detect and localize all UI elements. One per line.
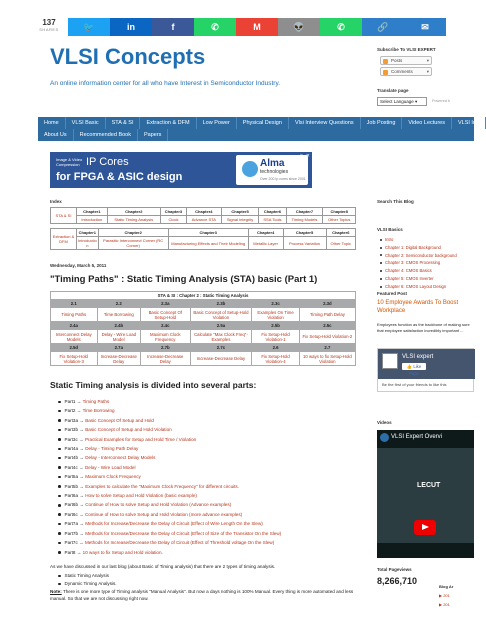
basics-item[interactable] xyxy=(380,252,457,260)
arrow-icon: → xyxy=(77,464,85,470)
basics-item[interactable] xyxy=(380,259,457,267)
nav-row-1 xyxy=(38,117,486,129)
share-count-label: SHARES xyxy=(39,27,59,32)
whatsapp-share-button-2[interactable] xyxy=(320,18,362,36)
main-nav xyxy=(38,117,480,141)
arrow-icon: → xyxy=(78,417,86,423)
bullet-icon xyxy=(380,262,382,264)
list-item xyxy=(58,425,281,434)
fb-avatar[interactable] xyxy=(382,353,398,369)
video-player[interactable] xyxy=(377,430,474,558)
basics-item[interactable] xyxy=(380,275,457,283)
ad-line-1 xyxy=(56,157,82,167)
bullet-icon xyxy=(58,575,61,578)
bullet-icon xyxy=(380,286,382,288)
list-item xyxy=(58,472,281,481)
sta-cell-num: 2.3b xyxy=(190,300,252,308)
sta-cell-link[interactable]: Timing Path Delay xyxy=(299,308,355,322)
rss-icon xyxy=(383,59,388,64)
language-select-value: Select Language xyxy=(380,99,414,104)
ad-close-icon[interactable]: ▷ ✕ xyxy=(300,153,310,159)
featured-post-snippet: Employees function as the backbone of making sure that employee satisfaction incredibly important ... xyxy=(377,322,470,333)
subscribe-heading: Subscribe To VLSI EXPERT xyxy=(377,47,436,52)
part-link[interactable]: Continue of How to solve Setup and Hold Violation (more advance examples) xyxy=(84,511,243,517)
ad-line-1b: Compression xyxy=(56,162,80,167)
basics-item-label: Chapter 5: CMOS Inverter xyxy=(385,275,434,281)
total-pageviews-value: 8,266,710 xyxy=(377,576,418,586)
sta-cell-link[interactable]: Fix Setup-Hold Violation-2 xyxy=(299,330,355,344)
bullet-icon xyxy=(58,542,61,545)
sta-cell-num: 2.4c xyxy=(141,322,190,330)
part-number: Part4c xyxy=(64,464,78,470)
sta-cell-num: 2.3c xyxy=(252,300,299,308)
arrow-icon: → xyxy=(78,493,86,499)
part-link[interactable]: Methods for Increase/Decrease the Delay of Circuit (Effect of Threshold voltage On the Slew) xyxy=(84,540,275,546)
part-number: Part7b xyxy=(64,530,79,536)
post-title[interactable]: "Timing Paths" : Static Timing Analysis (STA) basic (Part 1) xyxy=(50,274,318,285)
basics-list xyxy=(380,236,457,291)
index-chapter: Chapter5 xyxy=(221,208,259,216)
list-item xyxy=(58,572,117,580)
arrow-icon: → xyxy=(77,511,85,517)
blog-archive-heading: Blog Ar xyxy=(439,584,454,589)
paragraph-types-intro: As we have discussed in our last blog (about Basic of Timing analysis) that there are 2 types of timing analysis. xyxy=(50,564,276,569)
bullet-icon xyxy=(58,476,61,479)
nav-item-papers[interactable]: Papers xyxy=(138,129,168,141)
basics-item[interactable] xyxy=(380,236,457,244)
part-number: Part7c xyxy=(64,540,78,546)
nav-item-job-posting[interactable]: Job Posting xyxy=(361,117,403,129)
bullet-icon xyxy=(58,457,61,460)
nav-item-vlsi-ind[interactable]: VLSI Ind xyxy=(452,117,486,129)
index-chapter: Chapter4 xyxy=(186,208,221,216)
list-item xyxy=(58,463,281,472)
search-heading: Search This Blog xyxy=(377,199,414,204)
arrow-icon: → xyxy=(75,399,83,404)
index-chapter: Chapter1 xyxy=(77,208,108,216)
type-static: Static Timing Analysis xyxy=(64,573,109,578)
sta-cell-num: 2.4b xyxy=(97,322,141,330)
part-link[interactable]: Methods for Increase/Decrease the Delay of Circuit (Effect of Wire Length On the Slew) xyxy=(85,521,263,527)
bullet-icon xyxy=(58,448,61,451)
basics-heading: VLSI Basics xyxy=(377,227,403,232)
ad-ipcores: IP Cores xyxy=(86,156,129,168)
part-number: Part5b xyxy=(64,483,79,489)
list-item xyxy=(58,453,281,462)
part-number: Part6a xyxy=(64,493,79,499)
share-count-value: 137 xyxy=(42,18,56,27)
sta-cell-link[interactable]: Basic Concept Of Setup-Hold xyxy=(141,308,190,322)
arrow-icon: → xyxy=(78,455,86,461)
post-date: Wednesday, March 5, 2011 xyxy=(50,263,107,268)
basics-item-label: Intro xyxy=(385,237,394,242)
types-list xyxy=(58,572,117,588)
banner-ad[interactable] xyxy=(50,152,312,188)
content-subheading: Static Timing analysis is divided into several parts: xyxy=(50,380,257,390)
translate-heading: Translate page xyxy=(377,88,409,93)
whatsapp-icon: ✆ xyxy=(211,21,219,32)
index-topic-link[interactable]: Static Timing Analysis xyxy=(107,216,160,224)
sta-cell-num: 2.7 xyxy=(299,344,355,352)
index-chapter: Chapter3 xyxy=(168,229,248,237)
bullet-icon xyxy=(58,401,61,404)
featured-heading: Featured Post xyxy=(377,291,408,296)
bullet-icon xyxy=(58,504,61,507)
ad-brand: Alma xyxy=(260,158,285,169)
alma-logo-icon xyxy=(242,161,258,177)
sta-cell-num: 2.2 xyxy=(97,300,141,308)
gmail-icon: M xyxy=(253,22,261,32)
part-link[interactable]: Continue of How to solve Setup and Hold Violation (Advance examples) xyxy=(85,502,232,508)
index-topic-link[interactable]: Parasitic Interconnect Corner (RC Corner) xyxy=(98,237,168,250)
arrow-icon: → xyxy=(77,436,85,442)
list-item xyxy=(58,491,281,500)
twitter-share-button[interactable] xyxy=(68,18,110,36)
ad-brand-tag: Over 200 Ip cores since 2001 xyxy=(260,177,306,181)
video-scene-text: LECUT xyxy=(417,482,441,489)
facebook-share-button[interactable] xyxy=(152,18,194,36)
part-link[interactable]: Practical Examples for Setup and Hold Time / Violation xyxy=(84,436,197,442)
bullet-icon xyxy=(58,485,61,488)
basics-item-label: Chapter 3: CMOS Processing xyxy=(385,260,441,266)
index-chapter: Chapter3 xyxy=(160,208,186,216)
index-chapter: Chapter6 xyxy=(259,208,286,216)
whatsapp-icon: ✆ xyxy=(337,21,345,32)
index-topic-link[interactable]: Advance STA xyxy=(186,216,221,224)
fb-page-name[interactable]: VLSI expert xyxy=(402,354,434,360)
subscribe-comments-label: Comments xyxy=(391,69,413,74)
facebook-page-widget xyxy=(377,348,474,392)
sta-cell-num: 2.7a xyxy=(97,344,141,352)
fb-friends-text: Be the first of your friends to like this xyxy=(382,382,447,387)
note-text: There is one more type of Timing analysis "Manual Analysis". But now a days nothing is 100% Manual. Every thing is more automated and less manual. So that we are not discussing right now. xyxy=(50,589,354,601)
nav-item-extraction-dfm[interactable]: Extraction & DFM xyxy=(140,117,196,129)
index-chapter: Chapter5 xyxy=(283,229,326,237)
sta-cell-link[interactable]: Increase-Decrease Delay xyxy=(190,352,252,366)
sta-cell-link[interactable]: Delay - Wire Load Model xyxy=(97,330,141,344)
index-row-label[interactable]: Extraction & DFM xyxy=(51,229,77,250)
sta-cell-num: 2.5b xyxy=(252,322,299,330)
index-chapter: Chapter8 xyxy=(323,208,356,216)
bullet-icon xyxy=(58,419,61,422)
part-link[interactable]: Examples to calculate the "Maximum Clock Frequency" for different circuits. xyxy=(85,483,240,489)
part-link[interactable]: Delay - Timing Path Delay xyxy=(85,446,139,452)
nav-item-low-power[interactable]: Low Power xyxy=(197,117,237,129)
email-icon: ✉ xyxy=(421,21,429,32)
sta-cell-link[interactable]: Interconnect Delay Models xyxy=(51,330,98,344)
sta-cell-link[interactable]: Basic Concept of Setup-Hold Violation xyxy=(190,308,252,322)
part-link[interactable]: Methods for Increase/Decrease the Delay of Circuit (Effect of Size of the Transistor On the Slew) xyxy=(85,530,282,536)
bullet-icon xyxy=(58,523,61,526)
video-title[interactable]: VLSI Expert Overvi xyxy=(391,434,443,440)
arrow-icon: → xyxy=(78,427,86,433)
list-item xyxy=(58,500,281,509)
facebook-icon: f xyxy=(171,22,175,32)
basics-item-label: Chapter 6: CMOS Layout Design xyxy=(385,283,447,289)
sta-cell-num: 2.5c xyxy=(299,322,355,330)
index-chapter: Chapter2 xyxy=(98,229,168,237)
copy-link-button[interactable] xyxy=(362,18,404,36)
sta-chapter-table xyxy=(50,291,356,366)
list-item xyxy=(58,548,281,557)
part-link[interactable]: Delay - Interconnect Delay Models xyxy=(85,455,156,461)
bullet-icon xyxy=(380,239,382,241)
list-item xyxy=(58,510,281,519)
bullet-icon xyxy=(58,532,61,535)
gmail-share-button[interactable] xyxy=(236,18,278,36)
list-item xyxy=(58,444,281,453)
language-select[interactable]: Select Language ▾ xyxy=(377,97,427,106)
parts-list xyxy=(58,397,281,557)
index-topic-link[interactable]: Introductio n xyxy=(78,238,97,248)
chevron-down-icon: ▾ xyxy=(426,69,429,74)
part-link[interactable]: Time Borrowing xyxy=(82,408,115,414)
reddit-share-button[interactable] xyxy=(278,18,320,36)
index-chapter: Chapter4 xyxy=(248,229,283,237)
part-number: Part6c xyxy=(64,511,78,517)
sta-cell-num: 2.4a xyxy=(51,322,98,330)
index-topic-link[interactable]: Metallic Layer xyxy=(248,237,283,250)
arrow-icon: → xyxy=(75,408,83,414)
ad-line-1a: Image & Video xyxy=(56,157,83,162)
email-share-button[interactable] xyxy=(404,18,446,36)
part-number: Part1 xyxy=(64,399,76,404)
nav-item-physical-design[interactable]: Physical Design xyxy=(237,117,289,129)
site-title[interactable]: VLSI Concepts xyxy=(50,44,206,69)
list-item xyxy=(58,580,117,588)
part-number: Part3a xyxy=(64,417,79,423)
list-item xyxy=(58,482,281,491)
nav-item-interview-questions[interactable]: Vlsi Interview Questions xyxy=(289,117,361,129)
list-item xyxy=(58,538,281,547)
arrow-icon: → xyxy=(78,521,86,527)
bullet-icon xyxy=(380,247,382,249)
part-number: Part3b xyxy=(64,427,79,433)
nav-item-sta-si[interactable]: STA & SI xyxy=(106,117,141,129)
share-count xyxy=(30,18,68,32)
part-number: Part4a xyxy=(64,446,79,452)
bullet-icon xyxy=(380,254,382,256)
list-item xyxy=(58,529,281,538)
link-icon: 🔗 xyxy=(377,21,389,32)
nav-item-about-us[interactable]: About Us xyxy=(38,129,74,141)
sta-cell-link[interactable]: Examples On Time Violation xyxy=(252,308,299,322)
index-row-label[interactable]: STA & SI xyxy=(51,208,77,224)
nav-item-video-lectures[interactable]: Video Lectures xyxy=(402,117,452,129)
bullet-icon xyxy=(380,278,382,280)
basics-item[interactable] xyxy=(380,283,457,291)
rss-icon xyxy=(383,70,388,75)
subscribe-comments-dropdown[interactable] xyxy=(380,67,432,76)
bullet-icon xyxy=(58,410,61,413)
subscribe-posts-label: Posts xyxy=(391,58,403,63)
bullet-icon xyxy=(58,466,61,469)
reddit-icon: 👽 xyxy=(293,21,305,32)
list-item xyxy=(58,435,281,444)
site-description: An online information center for all who have Interest in Semiconductor Industry. xyxy=(50,80,281,87)
whatsapp-share-button[interactable] xyxy=(194,18,236,36)
part-number: Part3c xyxy=(64,436,78,442)
sta-cell-num: 2.3d xyxy=(299,300,355,308)
sta-cell-link[interactable]: Fix Setup-Hold Violation-3 xyxy=(51,352,98,366)
arrow-icon: → xyxy=(78,446,86,452)
list-item xyxy=(58,406,281,415)
sta-cell-link[interactable]: Timing Paths xyxy=(51,308,98,322)
sta-cell-num: 2.5a xyxy=(190,322,252,330)
sta-cell-link[interactable]: Calculate "Max Clock Freq"- Examples xyxy=(190,330,252,344)
arrow-icon: → xyxy=(78,530,86,536)
ad-brand-sub: technologies xyxy=(260,169,289,175)
part-link[interactable]: 10 ways to fix Setup and Hold violation. xyxy=(82,549,163,555)
part-number: Part8 xyxy=(64,549,76,555)
basics-item-label: Chapter 4: CMOS Basics xyxy=(385,268,432,274)
chevron-down-icon: ▾ xyxy=(426,58,429,63)
sta-cell-link[interactable]: Maximum Clock Frequency xyxy=(141,330,190,344)
subscribe-posts-dropdown[interactable] xyxy=(380,56,432,65)
sta-cell-link[interactable]: Time Borrowing xyxy=(97,308,141,322)
note-paragraph xyxy=(50,589,360,602)
list-item xyxy=(58,397,281,406)
index-chapter: Chapter2 xyxy=(107,208,160,216)
arrow-icon: → xyxy=(78,483,86,489)
index-chapter: Chapter6 xyxy=(326,229,356,237)
note-label: Note: xyxy=(50,589,62,594)
ad-brand-box xyxy=(236,155,308,185)
linkedin-share-button[interactable] xyxy=(110,18,152,36)
index-topic-link[interactable]: Introduction xyxy=(77,216,108,224)
sta-cell-num: 2.7b xyxy=(141,344,190,352)
arrow-icon: → xyxy=(78,502,86,508)
play-icon[interactable] xyxy=(414,520,436,535)
sta-cell-link[interactable]: Increase-Decrease Delay xyxy=(141,352,190,366)
featured-post-title[interactable]: 10 Employee Awards To Boost Workplace xyxy=(377,300,459,314)
nav-row-2 xyxy=(38,129,168,141)
linkedin-icon: in xyxy=(127,22,135,32)
part-link[interactable]: Maximum Clock Frequency xyxy=(85,474,141,480)
sta-cell-link[interactable]: Fix Setup-Hold Violation-1 xyxy=(252,330,299,344)
list-item xyxy=(58,416,281,425)
part-link[interactable]: Delay - Wire Load Model xyxy=(84,464,136,470)
index-label: Index xyxy=(50,199,62,204)
index-table-dfm xyxy=(50,228,356,250)
sta-cell-num: 2.7c xyxy=(190,344,252,352)
index-topic-link[interactable]: Process Variation xyxy=(283,237,326,250)
sta-cell-num: 2.5d xyxy=(51,344,98,352)
index-topic-link[interactable]: SSA Tools xyxy=(259,216,286,224)
part-number: Part7a xyxy=(64,521,79,527)
nav-item-vlsi-basic[interactable]: VLSI Basic xyxy=(66,117,106,129)
index-table-sta xyxy=(50,207,356,224)
archive-item[interactable]: ▶ 201 xyxy=(439,593,450,598)
part-number: Part5a xyxy=(64,474,79,480)
bullet-icon xyxy=(380,270,382,272)
total-pageviews-heading: Total Pageviews xyxy=(377,567,412,572)
basics-item[interactable] xyxy=(380,244,457,252)
part-link[interactable]: Basic Concept Of Setup and Hold xyxy=(85,417,154,423)
sta-cell-num: 2.6 xyxy=(252,344,299,352)
sta-cell-link[interactable]: Fix Setup-Hold Violation-4 xyxy=(252,352,299,366)
bullet-icon xyxy=(58,495,61,498)
index-topic-link[interactable]: Signal Integrity xyxy=(221,216,259,224)
index-topic-link[interactable]: Timing Models xyxy=(286,216,323,224)
basics-item-label: Chapter 2: Semiconductor background xyxy=(385,252,457,258)
arrow-icon: → xyxy=(78,474,86,480)
fb-like-button[interactable]: 👍 Like Page xyxy=(402,363,426,370)
part-number: Part4b xyxy=(64,455,79,461)
index-topic-link[interactable]: Other Topic xyxy=(326,237,356,250)
arrow-icon: → xyxy=(77,540,85,546)
index-chapter: Chapter7 xyxy=(286,208,323,216)
part-link[interactable]: How to solve Setup and Hold Violation (basic example) xyxy=(85,493,197,499)
sta-cell-link[interactable]: 10 ways to fix Setup-Hold Violation xyxy=(299,352,355,366)
part-number: Part2 xyxy=(64,408,76,414)
arrow-icon: → xyxy=(75,549,83,555)
share-bar xyxy=(0,18,474,38)
type-dynamic: Dynamic Timing Analysis. xyxy=(64,581,117,586)
part-link[interactable]: Basic Concept of Setup and Hold Violation xyxy=(85,427,172,433)
sta-cell-link[interactable]: Increase-Decrease Delay xyxy=(97,352,141,366)
archive-item[interactable]: ▶ 201 xyxy=(439,602,450,607)
sta-table-caption: STA & SI : Chapter 2 : Static Timing Analysis xyxy=(51,292,356,300)
index-chapter: Chapter1 xyxy=(77,229,99,237)
basics-item-label: Chapter 1: Digital Background xyxy=(385,244,441,250)
ad-fpga: for FPGA & ASIC design xyxy=(56,171,183,183)
sta-cell-num: 2.1 xyxy=(51,300,98,308)
list-item xyxy=(58,519,281,528)
nav-item-recommended-book[interactable]: Recommended Book xyxy=(74,129,138,141)
videos-heading: Videos xyxy=(377,420,392,425)
basics-item[interactable] xyxy=(380,267,457,275)
powered-by: Powered b xyxy=(432,99,451,103)
twitter-icon: 🐦 xyxy=(83,21,95,32)
bullet-icon xyxy=(58,583,61,586)
sta-cell-num: 2.3a xyxy=(141,300,190,308)
bullet-icon xyxy=(58,551,61,554)
nav-item-home[interactable]: Home xyxy=(38,117,66,129)
channel-avatar xyxy=(380,433,389,442)
index-topic-link[interactable]: Manufacturing Effects and Their Modeling xyxy=(168,237,248,250)
index-topic-link[interactable]: Other Topics xyxy=(323,216,356,224)
index-topic-link[interactable]: Clock xyxy=(160,216,186,224)
bullet-icon xyxy=(58,438,61,441)
part-number: Part6b xyxy=(64,502,79,508)
part-link[interactable]: Timing Paths xyxy=(82,399,110,404)
bullet-icon xyxy=(58,429,61,432)
bullet-icon xyxy=(58,513,61,516)
